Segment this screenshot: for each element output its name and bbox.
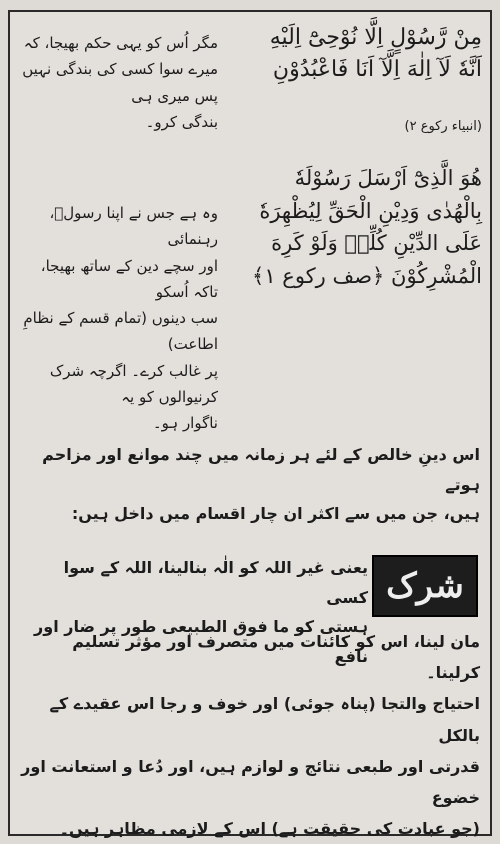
verse1-translation-line: میرے سوا کسی کی بندگی نہیں پس میری ہی (22, 60, 218, 105)
shirk-definition-line: یعنی غیر اللہ کو الٰہ بنالینا، اللہ کے سوا کسی (63, 558, 368, 607)
verse2-arabic-line: عَلَى الدِّیْنِ كُلِّهٖ وَلَوْ كَرِهَ (271, 231, 482, 256)
verse1-arabic-line: اَنَّهٗ لَآ اِلٰهَ اِلَّآ اَنَا فَاعْبُدُوْنِ (272, 56, 482, 82)
shirk-explanation-line: (جو عبادت کی حقیقت ہے) اس کے لازمی مظاہر ہیں۔ (59, 819, 480, 839)
verse2-arabic-line: بِالْهُدٰى وَدِیْنِ الْحَقِّ لِیُظْهِرَهٗ (259, 198, 482, 223)
shirk-explanation-line: مان لینا، اس کو کائنات میں متصرف اور مؤثر تسلیم کرلینا۔ (72, 632, 480, 683)
verse2-translation-line: پر غالب کرے۔ اگرچہ شرک کرنیوالوں کو یہ (49, 361, 218, 406)
verse2-translation-line: وہ ہے جس نے اپنا رسولؐ، رہنمائی (49, 204, 218, 249)
intro-paragraph-line: ہیں، جن میں سے اکثر ان چار اقسام میں داخل ہیں: (71, 504, 480, 524)
verse1-arabic-line: مِنْ رَّسُوْلٍ اِلَّا نُوْحِیْٓ اِلَیْهِ (269, 25, 482, 50)
shirk-heading: شرک (372, 555, 478, 617)
verse1-reference: (انبیاء رکوع ۲) (404, 119, 482, 134)
verse1-arabic (252, 22, 482, 86)
verse1-translation (18, 30, 218, 135)
shirk-explanation-line: احتیاج والتجا (پناہ جوئی) اور خوف و رجا اس عقیدے کے بالکل (49, 694, 480, 745)
verse2-translation-line: ناگوار ہو۔ (152, 414, 218, 432)
verse2-translation (18, 200, 218, 436)
verse2-translation-line: اور سچے دین کے ساتھ بھیجا، تاکہ اُسکو (40, 256, 218, 301)
verse2-arabic-line: هُوَ الَّذِیْٓ اَرْسَلَ رَسُوْلَهٗ (294, 166, 482, 190)
verse2-arabic-line: الْمُشْرِكُوْنَ ﴿صف رکوع ۱﴾ (252, 263, 482, 288)
shirk-explanation-line: قدرتی اور طبعی نتائج و لوازم ہیں، اور دُعا و استعانت اور خضوع (21, 756, 480, 807)
verse1-translation-line: مگر اُس کو یہی حکم بھیجا، کہ (23, 34, 218, 52)
shirk-definition-line: ہستی کو ما فوق الطبیعی طور پر ضار اور نافع (34, 617, 368, 666)
intro-paragraph (20, 440, 480, 529)
intro-paragraph-line: اس دینِ خالص کے لئے ہر زمانہ میں چند موانع اور مزاحم ہوتے (42, 445, 480, 494)
verse1-translation-line: بندگی کرو۔ (145, 112, 218, 131)
verse2-arabic (252, 162, 482, 292)
shirk-explanation (20, 626, 480, 844)
verse2-translation-line: سب دینوں (تمام قسم کے نظامِ اطاعت) (23, 309, 218, 354)
